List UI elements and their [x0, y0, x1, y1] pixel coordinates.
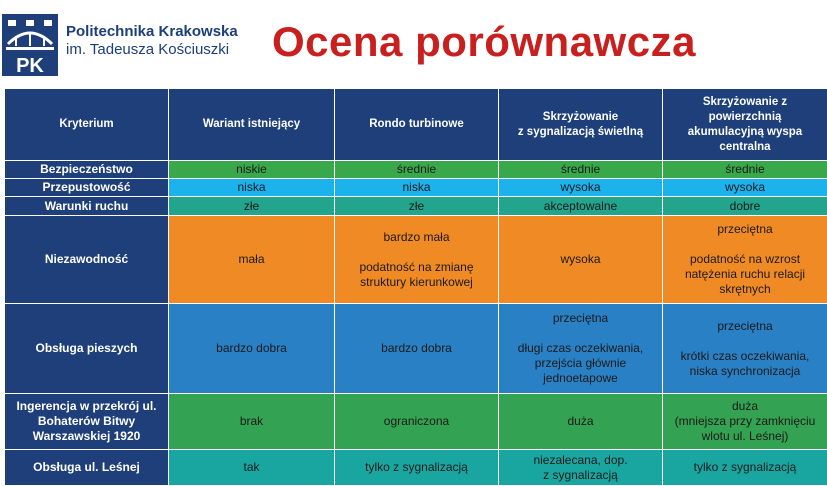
cell-text-line: ograniczona [338, 414, 495, 429]
table-cell [169, 304, 335, 394]
cell-text-line: tak [172, 460, 331, 475]
cell-text-line: długi czas oczekiwania, [502, 341, 659, 356]
cell-text-line: bardzo mała [338, 230, 495, 245]
cell-text-line: Obsługa ul. Leśnej [8, 460, 165, 475]
cell-text-line: niezalecana, dop. [502, 453, 659, 468]
cell-text-line: brak [172, 414, 331, 429]
cell-text-line: przejścia głównie [502, 356, 659, 371]
table-cell [663, 216, 827, 304]
criterion-cell [5, 304, 169, 394]
table-row [5, 161, 827, 179]
table-cell [335, 216, 499, 304]
table-cell [499, 304, 663, 394]
table-cell [499, 216, 663, 304]
table-cell [663, 197, 827, 216]
cell-text-line: akceptowalne [502, 199, 659, 214]
table-cell [169, 197, 335, 216]
table-header-row [5, 89, 827, 161]
cell-text-line: z sygnalizacją [502, 468, 659, 483]
table-cell [663, 450, 827, 486]
table-cell [499, 197, 663, 216]
cell-text-line: Bezpieczeństwo [8, 162, 165, 177]
table-cell [335, 450, 499, 486]
cell-text-line: Wariant istniejący [172, 117, 331, 132]
cell-text-line: Warszawskiej 1920 [8, 429, 165, 444]
cell-text-line: wysoka [502, 180, 659, 195]
cell-text-line: bardzo dobra [172, 341, 331, 356]
table-row [5, 216, 827, 304]
cell-text-line: podatność na zmianę [338, 260, 495, 275]
column-header [169, 89, 335, 161]
cell-text-line: tylko z sygnalizacją [338, 460, 495, 475]
table-cell [335, 394, 499, 450]
cell-text-line: krótki czas oczekiwania, [666, 349, 824, 364]
cell-text-line: średnie [502, 162, 659, 177]
cell-text-line: złe [172, 199, 331, 214]
cell-text-line: Rondo turbinowe [338, 117, 495, 132]
cell-text-line: niska [172, 180, 331, 195]
cell-text-line: duża [666, 399, 824, 414]
table-cell [663, 304, 827, 394]
cell-text-line: przeciętna [666, 222, 824, 237]
cell-text-line: złe [338, 199, 495, 214]
cell-text-line: niskie [172, 162, 331, 177]
table-cell [663, 161, 827, 179]
cell-text-line: (mniejsza przy zamknięciu [666, 414, 824, 429]
table-row [5, 394, 827, 450]
cell-text-line: mała [172, 252, 331, 267]
table-cell [499, 450, 663, 486]
table-row [5, 450, 827, 486]
cell-text-line: skrętnych [666, 282, 824, 297]
table-cell [169, 161, 335, 179]
cell-text-line: Skrzyżowanie [502, 110, 659, 125]
criterion-cell [5, 394, 169, 450]
cell-text-line: akumulacyjną wyspa [666, 125, 824, 140]
cell-text-line: Niezawodność [8, 252, 165, 267]
column-header [5, 89, 169, 161]
table-cell [499, 161, 663, 179]
table-row [5, 179, 827, 197]
table-cell [335, 197, 499, 216]
cell-text-line: niska [338, 180, 495, 195]
logo-lettering: PK [16, 55, 44, 76]
cell-text-line: natężenia ruchu relacji [666, 267, 824, 282]
cell-text-line: Przepustowość [8, 180, 165, 195]
cell-text-line: dobre [666, 199, 824, 214]
cell-text-line: bardzo dobra [338, 341, 495, 356]
column-header [335, 89, 499, 161]
column-header [663, 89, 827, 161]
university-logo-icon [2, 14, 58, 76]
cell-text-line: Skrzyżowanie z [666, 95, 824, 110]
criterion-cell [5, 450, 169, 486]
table-cell [335, 161, 499, 179]
university-subtitle: im. Tadeusza Kościuszki [66, 42, 229, 58]
cell-text-line: przeciętna [502, 311, 659, 326]
table-cell [499, 394, 663, 450]
table-row [5, 197, 827, 216]
cell-text-line: jednoetapowe [502, 371, 659, 386]
cell-text-line: centralna [666, 140, 824, 155]
university-name: Politechnika Krakowska [66, 24, 238, 40]
table-cell [169, 394, 335, 450]
cell-text-line: przeciętna [666, 319, 824, 334]
criterion-cell [5, 216, 169, 304]
cell-text-line: Obsługa pieszych [8, 341, 165, 356]
cell-text-line: wlotu ul. Leśnej) [666, 429, 824, 444]
cell-text-line: duża [502, 414, 659, 429]
criterion-cell [5, 197, 169, 216]
comparison-table [4, 88, 827, 486]
cell-text-line: średnie [338, 162, 495, 177]
cell-text-line: Ingerencja w przekrój ul. [8, 399, 165, 414]
table-cell [335, 304, 499, 394]
slide-header [0, 0, 827, 86]
cell-text-line: podatność na wzrost [666, 252, 824, 267]
table-cell [499, 179, 663, 197]
cell-text-line: średnie [666, 162, 824, 177]
cell-text-line: powierzchnią [666, 110, 824, 125]
cell-text-line: niska synchronizacja [666, 364, 824, 379]
table-cell [169, 216, 335, 304]
column-header [499, 89, 663, 161]
table-cell [169, 450, 335, 486]
cell-text-line: Warunki ruchu [8, 199, 165, 214]
cell-text-line: wysoka [502, 252, 659, 267]
cell-text-line: Kryterium [8, 117, 165, 132]
table-cell [335, 179, 499, 197]
cell-text-line: Bohaterów Bitwy [8, 414, 165, 429]
page-title: Ocena porównawcza [272, 18, 696, 66]
table-cell [169, 179, 335, 197]
cell-text-line: z sygnalizacją świetlną [502, 125, 659, 140]
table-row [5, 304, 827, 394]
cell-text-line: struktury kierunkowej [338, 275, 495, 290]
criterion-cell [5, 161, 169, 179]
table-cell [663, 394, 827, 450]
table-cell [663, 179, 827, 197]
criterion-cell [5, 179, 169, 197]
cell-text-line: tylko z sygnalizacją [666, 460, 824, 475]
cell-text-line: wysoka [666, 180, 824, 195]
